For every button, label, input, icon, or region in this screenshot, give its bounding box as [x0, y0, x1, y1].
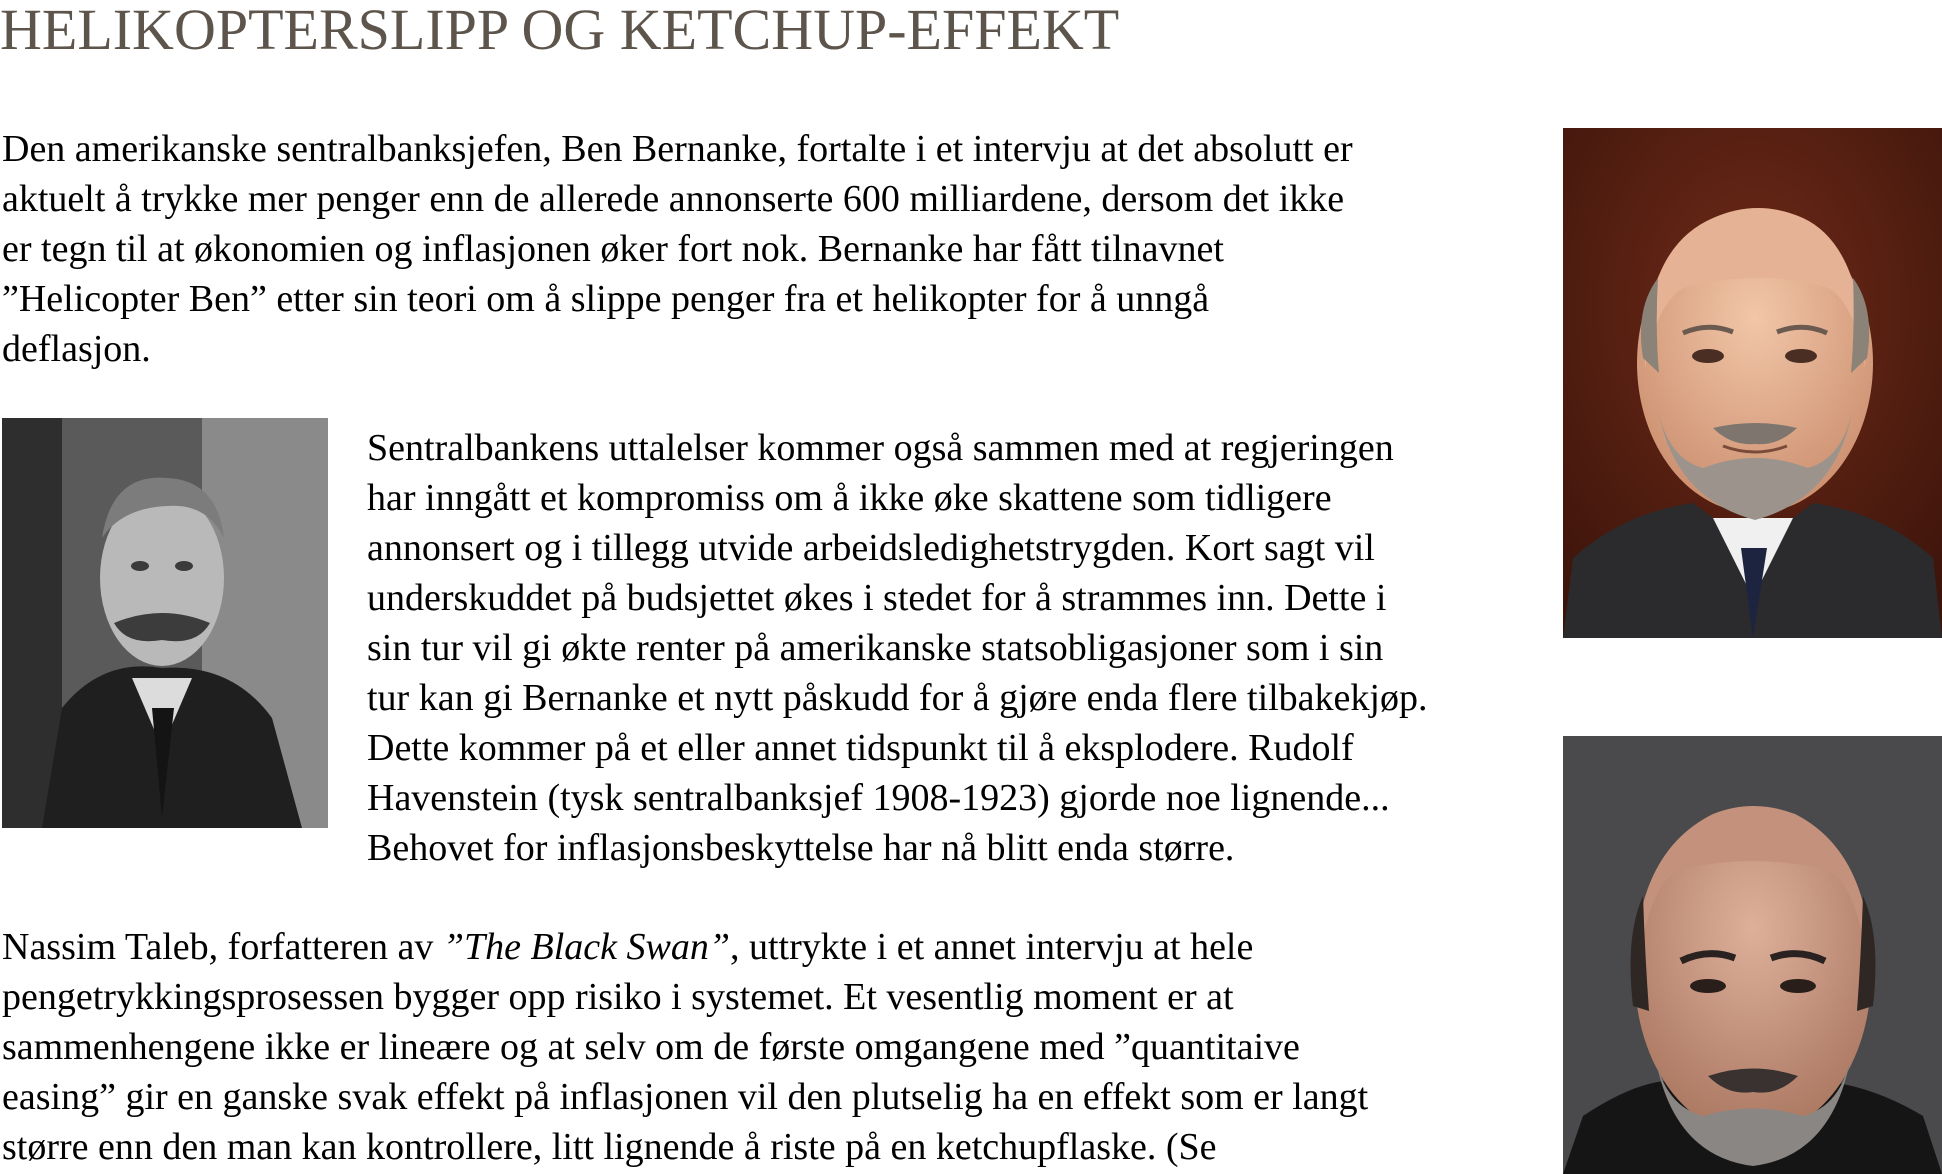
- taleb-portrait-image: [1563, 736, 1942, 1174]
- paragraph-line: ”Helicopter Ben” etter sin teori om å slippe penger fra et helikopter for å unngå: [2, 278, 1210, 320]
- paragraph-line: Dette kommer på et eller annet tidspunkt til å eksplodere. Rudolf: [367, 727, 1354, 769]
- paragraph-budget-deficit: [367, 423, 1567, 873]
- paragraph-line: sammenhengene ikke er lineære og at selv om de første omgangene med ”quantitaive: [2, 1026, 1300, 1068]
- paragraph-line: har inngått et kompromiss om å ikke øke skattene som tidligere: [367, 477, 1332, 519]
- paragraph-line: underskuddet på budsjettet økes i stedet for å strammes inn. Dette i: [367, 577, 1387, 619]
- bernanke-portrait-image: [1563, 128, 1942, 638]
- paragraph-taleb: [2, 922, 1542, 1172]
- article-title: HELIKOPTERSLIPP OG KETCHUP-EFFEKT: [0, 0, 1120, 62]
- paragraph-line: easing” gir en ganske svak effekt på inflasjonen vil den plutselig ha en effekt som er langt: [2, 1076, 1369, 1118]
- paragraph-line: annonsert og i tillegg utvide arbeidsledighetstrygden. Kort sagt vil: [367, 527, 1375, 569]
- paragraph-text: Nassim Taleb, forfatteren av: [2, 926, 443, 968]
- paragraph-bernanke: [2, 124, 1542, 374]
- paragraph-line: er tegn til at økonomien og inflasjonen øker fort nok. Bernanke har fått tilnavnet: [2, 228, 1224, 270]
- paragraph-line: Sentralbankens uttalelser kommer også sammen med at regjeringen: [367, 427, 1394, 469]
- paragraph-line: tur kan gi Bernanke et nytt påskudd for å gjøre enda flere tilbakekjøp.: [367, 677, 1428, 719]
- havenstein-portrait-image: [2, 418, 328, 828]
- paragraph-line: Behovet for inflasjonsbeskyttelse har nå blitt enda større.: [367, 827, 1235, 869]
- paragraph-line: sin tur vil gi økte renter på amerikanske statsobligasjoner som i sin: [367, 627, 1384, 669]
- paragraph-line: aktuelt å trykke mer penger enn de allerede annonserte 600 milliardene, dersom det ikke: [2, 178, 1345, 220]
- paragraph-line: Den amerikanske sentralbanksjefen, Ben Bernanke, fortalte i et intervju at det absolutt er: [2, 128, 1353, 170]
- paragraph-text: , uttrykte i et annet intervju at hele: [729, 926, 1254, 968]
- paragraph-line: deflasjon.: [2, 328, 151, 370]
- paragraph-line: større enn den man kan kontrollere, litt lignende å riste på en ketchupflaske. (Se: [2, 1126, 1217, 1168]
- paragraph-line: Havenstein (tysk sentralbanksjef 1908-1923) gjorde noe lignende...: [367, 777, 1390, 819]
- book-title: ”The Black Swan”: [442, 926, 730, 968]
- paragraph-line: pengetrykkingsprosessen bygger opp risiko i systemet. Et vesentlig moment er at: [2, 976, 1234, 1018]
- paragraph-line: [2, 922, 1542, 972]
